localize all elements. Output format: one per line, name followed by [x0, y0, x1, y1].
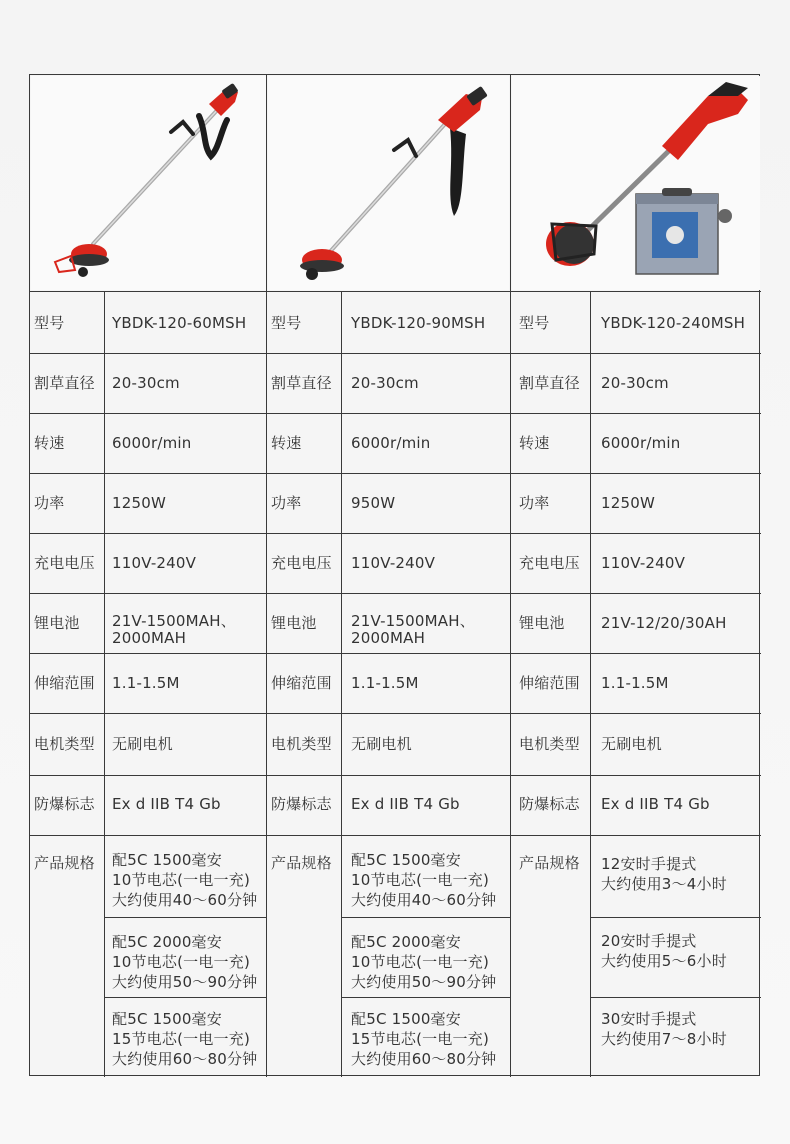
label-model: 型号 — [271, 314, 302, 332]
value-power: 1250W — [112, 494, 167, 512]
value-explosion-proof-mark: Ex d IIB T4 Gb — [351, 795, 460, 813]
spec-option: 配5C 1500毫安 15节电芯(一电一充) 大约使用60～80分钟 — [112, 1010, 258, 1068]
value-power: 1250W — [601, 494, 656, 512]
value-speed: 6000r/min — [112, 434, 192, 452]
row-divider — [30, 653, 761, 654]
spec-divider — [104, 997, 266, 998]
value-charging-voltage: 110V-240V — [351, 554, 436, 572]
trimmer-photo-1 — [31, 76, 266, 290]
value-telescopic-range: 1.1-1.5M — [112, 674, 180, 692]
row-divider — [30, 593, 761, 594]
value-telescopic-range: 1.1-1.5M — [351, 674, 419, 692]
label-product-spec: 产品规格 — [519, 854, 580, 872]
label-charging-voltage: 充电电压 — [34, 554, 95, 572]
col-divider — [510, 75, 511, 1077]
label-battery: 锂电池 — [519, 614, 565, 632]
row-divider — [30, 413, 761, 414]
label-battery: 锂电池 — [271, 614, 317, 632]
label-charging-voltage: 充电电压 — [271, 554, 332, 572]
value-cutting-diameter: 20-30cm — [112, 374, 180, 392]
value-cutting-diameter: 20-30cm — [351, 374, 419, 392]
row-divider — [30, 533, 761, 534]
label-speed: 转速 — [271, 434, 302, 452]
spec-option: 配5C 2000毫安 10节电芯(一电一充) 大约使用50～90分钟 — [112, 933, 258, 991]
trimmer-photo-2 — [268, 76, 509, 290]
spec-option: 配5C 1500毫安 10节电芯(一电一充) 大约使用40～60分钟 — [112, 851, 258, 909]
spec-option: 配5C 1500毫安 10节电芯(一电一充) 大约使用40～60分钟 — [351, 851, 497, 909]
label-explosion-proof-mark: 防爆标志 — [271, 795, 332, 813]
row-divider — [30, 713, 761, 714]
spec-divider — [104, 917, 266, 918]
row-divider — [30, 835, 761, 836]
label-cutting-diameter: 割草直径 — [519, 374, 580, 392]
row-divider — [30, 291, 761, 292]
spec-divider — [341, 997, 510, 998]
value-battery: 21V-12/20/30AH — [601, 614, 727, 632]
label-telescopic-range: 伸缩范围 — [519, 674, 580, 692]
row-divider — [30, 353, 761, 354]
label-speed: 转速 — [519, 434, 550, 452]
label-model: 型号 — [519, 314, 550, 332]
value-battery: 21V-1500MAH、 2000MAH — [112, 612, 236, 647]
row-divider — [30, 473, 761, 474]
spec-option: 12安时手提式 大约使用3～4小时 — [601, 855, 727, 893]
label-battery: 锂电池 — [34, 614, 80, 632]
spec-option: 配5C 2000毫安 10节电芯(一电一充) 大约使用50～90分钟 — [351, 933, 497, 991]
value-charging-voltage: 110V-240V — [601, 554, 686, 572]
label-power: 功率 — [519, 494, 550, 512]
col-divider — [341, 291, 342, 1077]
trimmer-with-battery-case-photo — [512, 76, 760, 290]
spec-option: 20安时手提式 大约使用5～6小时 — [601, 932, 727, 970]
value-motor-type: 无刷电机 — [601, 735, 662, 753]
spec-divider — [341, 917, 510, 918]
label-explosion-proof-mark: 防爆标志 — [34, 795, 95, 813]
label-product-spec: 产品规格 — [271, 854, 332, 872]
value-battery: 21V-1500MAH、 2000MAH — [351, 612, 475, 647]
value-cutting-diameter: 20-30cm — [601, 374, 669, 392]
label-power: 功率 — [34, 494, 65, 512]
value-model: YBDK-120-60MSH — [112, 314, 247, 332]
label-product-spec: 产品规格 — [34, 854, 95, 872]
label-motor-type: 电机类型 — [271, 735, 332, 753]
label-motor-type: 电机类型 — [519, 735, 580, 753]
spec-divider — [590, 917, 761, 918]
label-speed: 转速 — [34, 434, 65, 452]
value-power: 950W — [351, 494, 396, 512]
label-model: 型号 — [34, 314, 65, 332]
spec-comparison-table — [29, 74, 760, 1076]
value-speed: 6000r/min — [601, 434, 681, 452]
value-motor-type: 无刷电机 — [112, 735, 173, 753]
label-cutting-diameter: 割草直径 — [271, 374, 332, 392]
row-divider — [30, 775, 761, 776]
value-charging-voltage: 110V-240V — [112, 554, 197, 572]
label-cutting-diameter: 割草直径 — [34, 374, 95, 392]
label-charging-voltage: 充电电压 — [519, 554, 580, 572]
value-model: YBDK-120-90MSH — [351, 314, 486, 332]
spec-option: 配5C 1500毫安 15节电芯(一电一充) 大约使用60～80分钟 — [351, 1010, 497, 1068]
col-divider — [590, 291, 591, 1077]
col-divider — [104, 291, 105, 1077]
label-explosion-proof-mark: 防爆标志 — [519, 795, 580, 813]
value-explosion-proof-mark: Ex d IIB T4 Gb — [112, 795, 221, 813]
value-model: YBDK-120-240MSH — [601, 314, 746, 332]
label-motor-type: 电机类型 — [34, 735, 95, 753]
value-explosion-proof-mark: Ex d IIB T4 Gb — [601, 795, 710, 813]
spec-divider — [590, 997, 761, 998]
spec-option: 30安时手提式 大约使用7～8小时 — [601, 1010, 727, 1048]
label-telescopic-range: 伸缩范围 — [34, 674, 95, 692]
value-motor-type: 无刷电机 — [351, 735, 412, 753]
value-speed: 6000r/min — [351, 434, 431, 452]
col-divider — [266, 75, 267, 1077]
label-power: 功率 — [271, 494, 302, 512]
value-telescopic-range: 1.1-1.5M — [601, 674, 669, 692]
label-telescopic-range: 伸缩范围 — [271, 674, 332, 692]
